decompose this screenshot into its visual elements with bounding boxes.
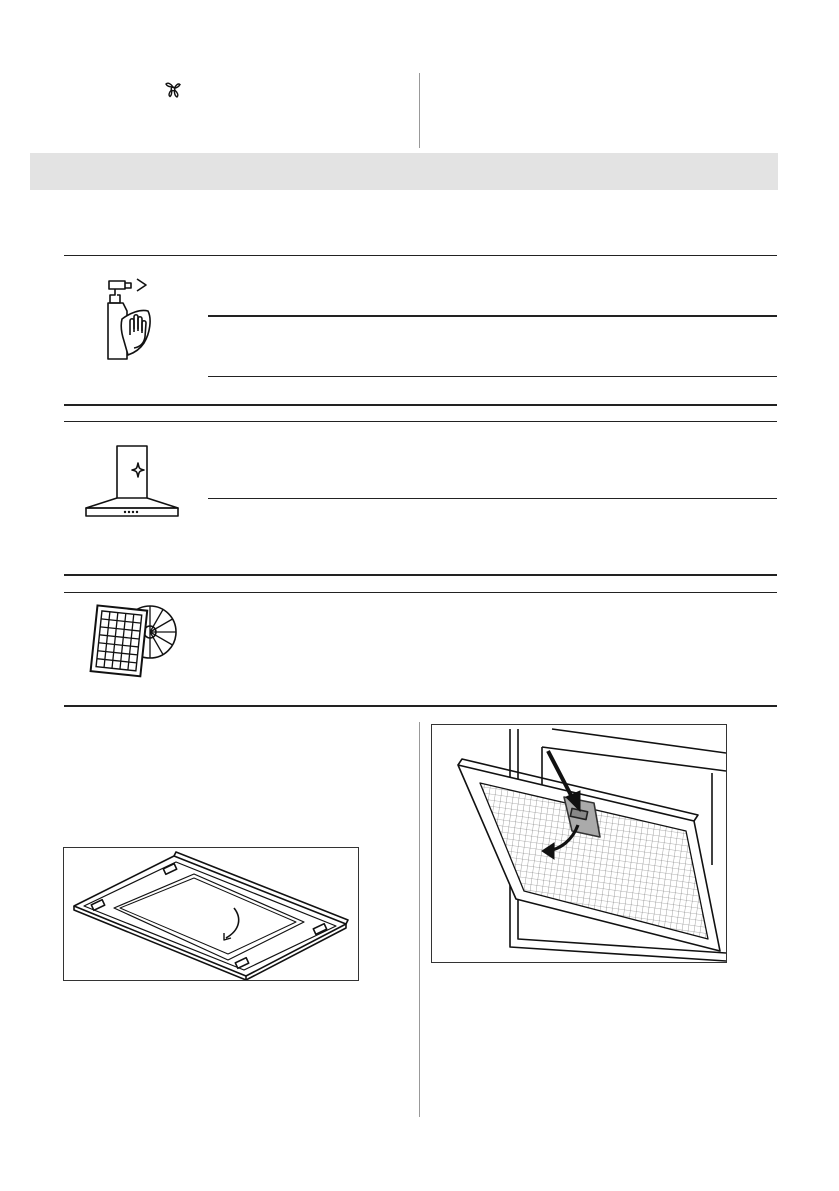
column-divider-bottom	[419, 722, 420, 1117]
table-top-rule	[64, 592, 777, 593]
filter-removal-illustration	[431, 724, 727, 963]
fan-icon	[162, 78, 184, 100]
column-divider-top	[419, 73, 420, 148]
section-end-rule	[64, 705, 777, 707]
hood-underside-filter-illustration	[63, 847, 359, 981]
section-end-rule	[64, 404, 777, 406]
row-divider	[208, 376, 777, 377]
row-divider	[208, 315, 777, 317]
section-end-rule	[64, 574, 777, 576]
grease-and-carbon-filter-icon	[80, 600, 180, 680]
clean-hood-sparkle-icon	[82, 444, 182, 518]
spray-bottle-cloth-icon	[100, 277, 160, 361]
table-top-rule	[64, 421, 777, 422]
table-top-rule	[64, 255, 777, 256]
section-heading-band	[30, 153, 778, 190]
row-divider	[208, 498, 777, 499]
